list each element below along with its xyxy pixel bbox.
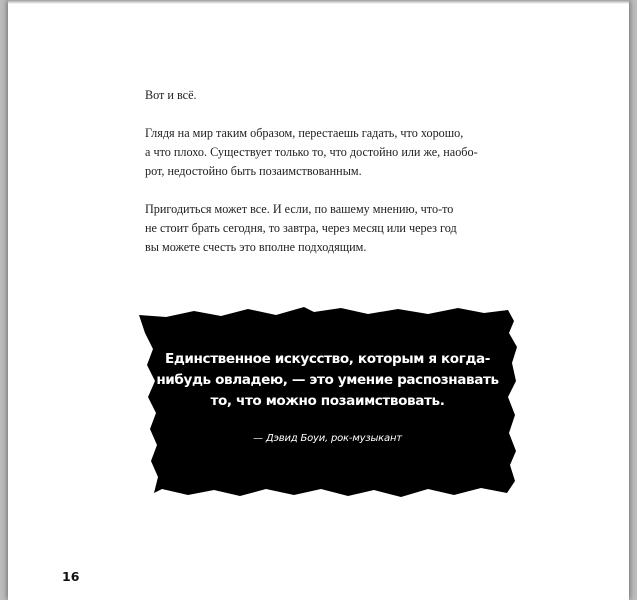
paragraph-2	[145, 124, 565, 181]
text-line: Глядя на мир таким образом, перестаешь гадать, что хорошо,	[145, 126, 464, 140]
text-line: Пригодиться может все. И если, по вашему мнению, что-то	[145, 202, 454, 216]
text-line: а что плохо. Существует только то, что достойно или же, наобо-	[145, 145, 478, 159]
quote-author: — Дэвид Боуи, рок-музыкант	[253, 433, 402, 444]
paragraph-3	[145, 200, 565, 257]
page-number: 16	[62, 569, 80, 584]
quote-line: Единственное искусство, которым я когда-	[164, 351, 491, 367]
paragraph-1	[145, 86, 565, 105]
text-line: рот, недостойно быть позаимствованным.	[145, 164, 362, 178]
page-top-shadow	[8, 0, 629, 4]
quote-line: то, что можно позаимствовать.	[210, 393, 445, 409]
text-line: Вот и всё.	[145, 88, 197, 102]
text-line: вы можете счесть это вполне подходящим.	[145, 240, 367, 254]
text-line: не стоит брать сегодня, то завтра, через месяц или через год	[145, 221, 457, 235]
quote-line: нибудь овладею, — это умение распознавать	[156, 372, 499, 388]
body-text	[145, 86, 565, 276]
quote-block	[136, 305, 519, 500]
quote-text	[136, 349, 519, 412]
